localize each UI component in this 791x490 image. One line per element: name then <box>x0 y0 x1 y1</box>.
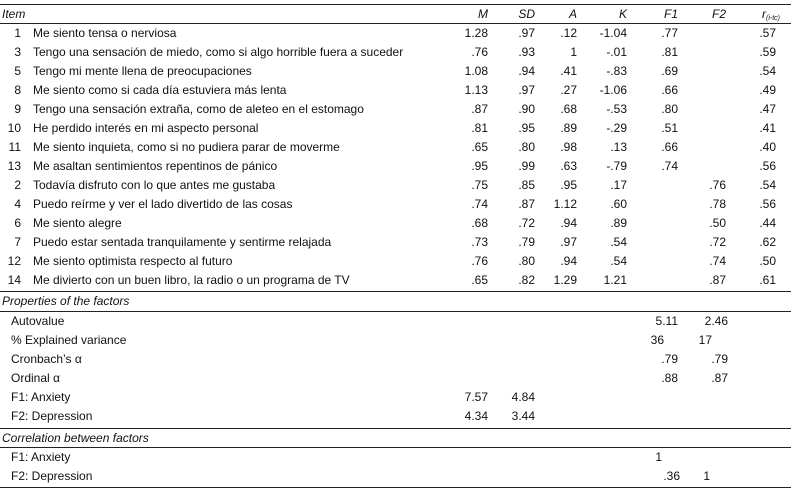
properties-row <box>0 407 791 426</box>
item-number: 10 <box>7 121 21 135</box>
correlation-label: F1: Anxiety <box>11 450 71 464</box>
item-k: -.53 <box>606 102 627 116</box>
item-k: .60 <box>610 197 627 211</box>
item-rit: .62 <box>759 235 776 249</box>
item-sd: .85 <box>518 178 535 192</box>
header-m: M <box>478 7 488 21</box>
table-row <box>0 138 791 157</box>
item-f2: .78 <box>709 197 726 211</box>
item-f1: .69 <box>661 64 678 78</box>
item-k: -.79 <box>606 159 627 173</box>
item-rit: .41 <box>759 121 776 135</box>
item-m: 1.08 <box>464 64 488 78</box>
properties-sd: 4.84 <box>511 390 535 404</box>
properties-label: F2: Depression <box>11 409 93 423</box>
item-rit: .56 <box>759 197 776 211</box>
correlation-f2: 1 <box>703 469 710 483</box>
properties-row <box>0 350 791 369</box>
correlation-f1: .36 <box>663 469 680 483</box>
item-m: .75 <box>471 178 488 192</box>
item-rit: .54 <box>759 178 776 192</box>
properties-row <box>0 312 791 331</box>
item-sd: .80 <box>518 140 535 154</box>
correlation-title: Correlation between factors <box>2 431 149 445</box>
table-row <box>0 157 791 176</box>
table-row <box>0 271 791 290</box>
table-row <box>0 100 791 119</box>
item-a: .89 <box>560 121 577 135</box>
header-sd: SD <box>518 7 535 21</box>
properties-row <box>0 369 791 388</box>
item-a: .98 <box>560 140 577 154</box>
item-number: 6 <box>14 216 21 230</box>
item-sd: .72 <box>518 216 535 230</box>
item-number: 5 <box>14 64 21 78</box>
item-m: .76 <box>471 45 488 59</box>
item-text: Me asaltan sentimientos repentinos de pánico <box>33 159 278 173</box>
properties-f2: 2.46 <box>704 314 728 328</box>
item-number: 8 <box>14 83 21 97</box>
item-f1: .66 <box>661 140 678 154</box>
item-k: .54 <box>610 254 627 268</box>
properties-m: 4.34 <box>464 409 488 423</box>
correlation-f1: 1 <box>655 450 662 464</box>
item-sd: .99 <box>518 159 535 173</box>
item-sd: .95 <box>518 121 535 135</box>
item-text: Me siento tensa o nerviosa <box>33 26 177 40</box>
item-number: 4 <box>14 197 21 211</box>
item-f2: .76 <box>709 178 726 192</box>
item-k: -.01 <box>606 45 627 59</box>
table-row <box>0 62 791 81</box>
item-f2: .50 <box>709 216 726 230</box>
properties-f1: 5.11 <box>655 314 678 328</box>
properties-label: Autovalue <box>11 314 65 328</box>
item-a: .94 <box>560 216 577 230</box>
item-rit: .50 <box>759 254 776 268</box>
item-sd: .87 <box>518 197 535 211</box>
item-number: 12 <box>7 254 21 268</box>
item-m: 1.13 <box>464 83 488 97</box>
table-row <box>0 119 791 138</box>
header-a: A <box>568 7 577 21</box>
item-text: Me siento alegre <box>33 216 122 230</box>
item-m: .87 <box>471 102 488 116</box>
table-row <box>0 195 791 214</box>
item-number: 9 <box>14 102 21 116</box>
table-row <box>0 214 791 233</box>
item-k: .54 <box>610 235 627 249</box>
table-row <box>0 81 791 100</box>
item-rit: .49 <box>759 83 776 97</box>
properties-title-row <box>0 292 791 311</box>
properties-f1: 36 <box>650 333 664 347</box>
item-k: -.29 <box>606 121 627 135</box>
header-k: K <box>618 7 627 21</box>
item-k: -1.04 <box>599 26 627 40</box>
item-m: .95 <box>471 159 488 173</box>
item-sd: .79 <box>518 235 535 249</box>
item-rit: .44 <box>759 216 776 230</box>
item-k: .13 <box>610 140 627 154</box>
item-f2: .72 <box>709 235 726 249</box>
item-m: .65 <box>471 140 488 154</box>
item-m: .73 <box>471 235 488 249</box>
item-number: 3 <box>14 45 21 59</box>
table-row <box>0 176 791 195</box>
item-sd: .97 <box>518 26 535 40</box>
item-number: 7 <box>14 235 21 249</box>
bottom-rule <box>0 487 791 488</box>
item-text: Me siento inquieta, como si no pudiera parar de moverme <box>33 140 340 154</box>
item-text: Me divierto con un buen libro, la radio o un programa de TV <box>33 273 350 287</box>
header-row <box>0 5 791 24</box>
item-text: Tengo una sensación de miedo, como si algo horrible fuera a suceder <box>33 45 404 59</box>
item-k: .17 <box>610 178 627 192</box>
properties-sd: 3.44 <box>511 409 535 423</box>
item-number: 11 <box>8 140 21 154</box>
item-m: .74 <box>471 197 488 211</box>
properties-label: Ordinal α <box>11 371 60 385</box>
properties-label: Cronbach’s α <box>11 352 82 366</box>
header-f1: F1 <box>663 7 678 21</box>
item-sd: .97 <box>518 83 535 97</box>
item-m: .76 <box>471 254 488 268</box>
item-f1: .77 <box>661 26 678 40</box>
item-sd: .80 <box>518 254 535 268</box>
item-rit: .57 <box>759 26 776 40</box>
properties-label: % Explained variance <box>11 333 127 347</box>
item-text: He perdido interés en mi aspecto personal <box>33 121 259 135</box>
item-a: .94 <box>560 254 577 268</box>
properties-row <box>0 331 791 350</box>
item-m: 1.28 <box>464 26 488 40</box>
item-k: -1.06 <box>599 83 627 97</box>
item-number: 14 <box>7 273 21 287</box>
item-rit: .54 <box>759 64 776 78</box>
item-rit: .61 <box>759 273 776 287</box>
table-row <box>0 24 791 43</box>
item-a: .27 <box>560 83 577 97</box>
item-text: Puedo estar sentada tranquilamente y sentirme relajada <box>33 235 332 249</box>
item-sd: .90 <box>518 102 535 116</box>
item-m: .65 <box>471 273 488 287</box>
header-f2: F2 <box>711 7 726 21</box>
item-a: .12 <box>560 26 577 40</box>
item-a: 1 <box>570 45 577 59</box>
item-text: Tengo mi mente llena de preocupaciones <box>33 64 252 78</box>
table-row <box>0 252 791 271</box>
item-rit: .59 <box>759 45 776 59</box>
item-text: Me siento optimista respecto al futuro <box>33 254 233 268</box>
header-rit-sub: (i-tc) <box>766 15 780 22</box>
item-k: -.83 <box>606 64 627 78</box>
item-a: .97 <box>560 235 577 249</box>
item-number: 2 <box>14 178 21 192</box>
item-a: .41 <box>560 64 577 78</box>
properties-f2: .79 <box>711 352 728 366</box>
item-f2: .87 <box>709 273 726 287</box>
correlation-row <box>0 448 791 467</box>
item-a: 1.12 <box>553 197 577 211</box>
item-number: 13 <box>7 159 21 173</box>
item-a: .63 <box>560 159 577 173</box>
properties-f2: 17 <box>698 333 712 347</box>
item-number: 1 <box>14 26 21 40</box>
correlation-row <box>0 467 791 486</box>
properties-label: F1: Anxiety <box>11 390 71 404</box>
header-item: Item <box>2 7 26 21</box>
item-text: Me siento como si cada día estuviera más lenta <box>33 83 287 97</box>
item-a: .68 <box>560 102 577 116</box>
item-text: Puedo reírme y ver el lado divertido de las cosas <box>33 197 293 211</box>
properties-row <box>0 388 791 407</box>
item-k: 1.21 <box>603 273 627 287</box>
item-sd: .94 <box>518 64 535 78</box>
table-row <box>0 233 791 252</box>
table-row <box>0 43 791 62</box>
item-f1: .74 <box>661 159 678 173</box>
item-rit: .56 <box>759 159 776 173</box>
item-sd: .82 <box>518 273 535 287</box>
properties-f1: .79 <box>661 352 678 366</box>
item-text: Todavía disfruto con lo que antes me gustaba <box>33 178 276 192</box>
item-f2: .74 <box>709 254 726 268</box>
item-k: .89 <box>610 216 627 230</box>
properties-m: 7.57 <box>464 390 488 404</box>
item-rit: .47 <box>759 102 776 116</box>
header-rit-base: r <box>762 7 766 21</box>
properties-title: Properties of the factors <box>2 294 130 308</box>
properties-f1: .88 <box>661 371 678 385</box>
item-sd: .93 <box>518 45 535 59</box>
item-m: .68 <box>471 216 488 230</box>
correlation-label: F2: Depression <box>11 469 93 483</box>
item-text: Tengo una sensación extraña, como de aleteo en el estomago <box>33 102 364 116</box>
item-rit: .40 <box>759 140 776 154</box>
item-f1: .51 <box>661 121 678 135</box>
item-a: .95 <box>560 178 577 192</box>
properties-f2: .87 <box>711 371 728 385</box>
item-f1: .80 <box>661 102 678 116</box>
item-f1: .66 <box>661 83 678 97</box>
item-a: 1.29 <box>553 273 577 287</box>
item-m: .81 <box>471 121 488 135</box>
correlation-title-row <box>0 429 791 448</box>
item-f1: .81 <box>661 45 678 59</box>
